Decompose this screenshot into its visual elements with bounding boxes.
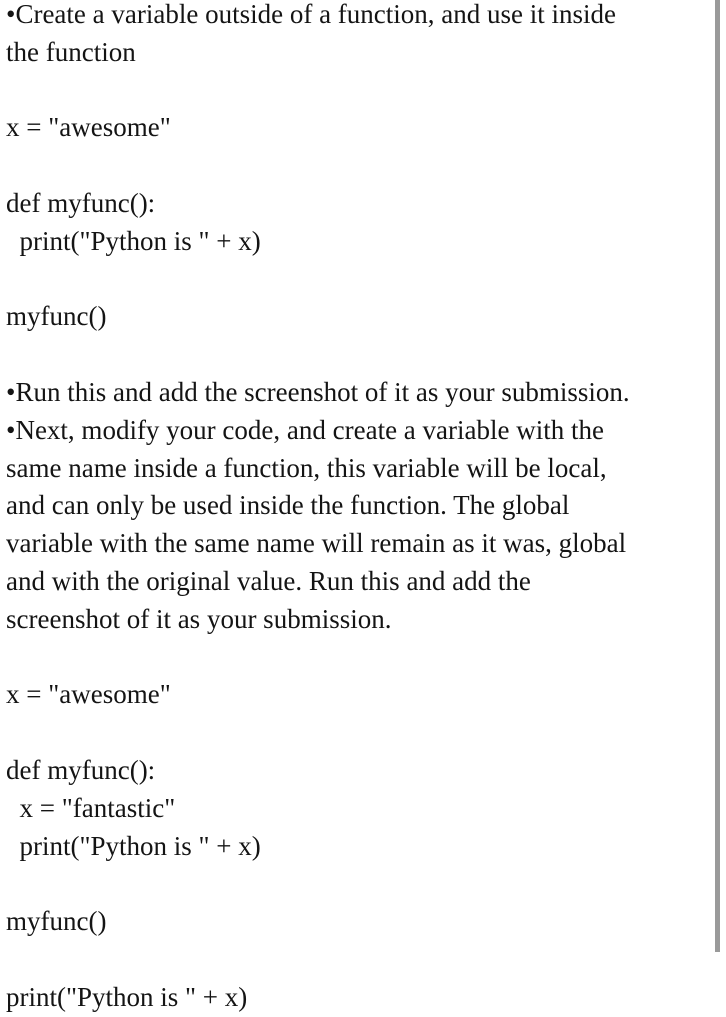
blank-line bbox=[6, 147, 710, 185]
code-line: print("Python is " + x) bbox=[6, 225, 261, 256]
blank-line bbox=[6, 639, 710, 677]
instruction-line: the function bbox=[6, 36, 136, 67]
blank-line bbox=[6, 336, 710, 374]
blank-line bbox=[6, 261, 710, 299]
blank-line bbox=[6, 72, 710, 110]
instruction-line: screenshot of it as your submission. bbox=[6, 603, 392, 634]
code-line: def myfunc(): bbox=[6, 754, 156, 785]
code-line: def myfunc(): bbox=[6, 187, 156, 218]
instruction-line: variable with the same name will remain as it was, global bbox=[6, 528, 627, 559]
code-line: myfunc() bbox=[6, 906, 107, 937]
scrollbar[interactable] bbox=[715, 0, 720, 952]
instruction-line: •Run this and add the screenshot of it as your submission. bbox=[6, 376, 630, 407]
code-line: myfunc() bbox=[6, 301, 107, 332]
code-line: print("Python is " + x) bbox=[6, 981, 248, 1012]
code-line: x = "awesome" bbox=[6, 679, 171, 710]
code-line: x = "awesome" bbox=[6, 112, 171, 143]
blank-line bbox=[6, 714, 710, 752]
document-text bbox=[6, 0, 710, 1017]
instruction-line: and with the original value. Run this and add the bbox=[6, 565, 531, 596]
instruction-line: •Create a variable outside of a function, and use it inside bbox=[6, 0, 617, 29]
code-line: x = "fantastic" bbox=[6, 792, 176, 823]
blank-line bbox=[6, 941, 710, 979]
instruction-line: and can only be used inside the function. The global bbox=[6, 490, 570, 521]
instruction-line: •Next, modify your code, and create a variable with the bbox=[6, 414, 604, 445]
instruction-line: same name inside a function, this variable will be local, bbox=[6, 452, 607, 483]
blank-line bbox=[6, 865, 710, 903]
code-line: print("Python is " + x) bbox=[6, 830, 261, 861]
